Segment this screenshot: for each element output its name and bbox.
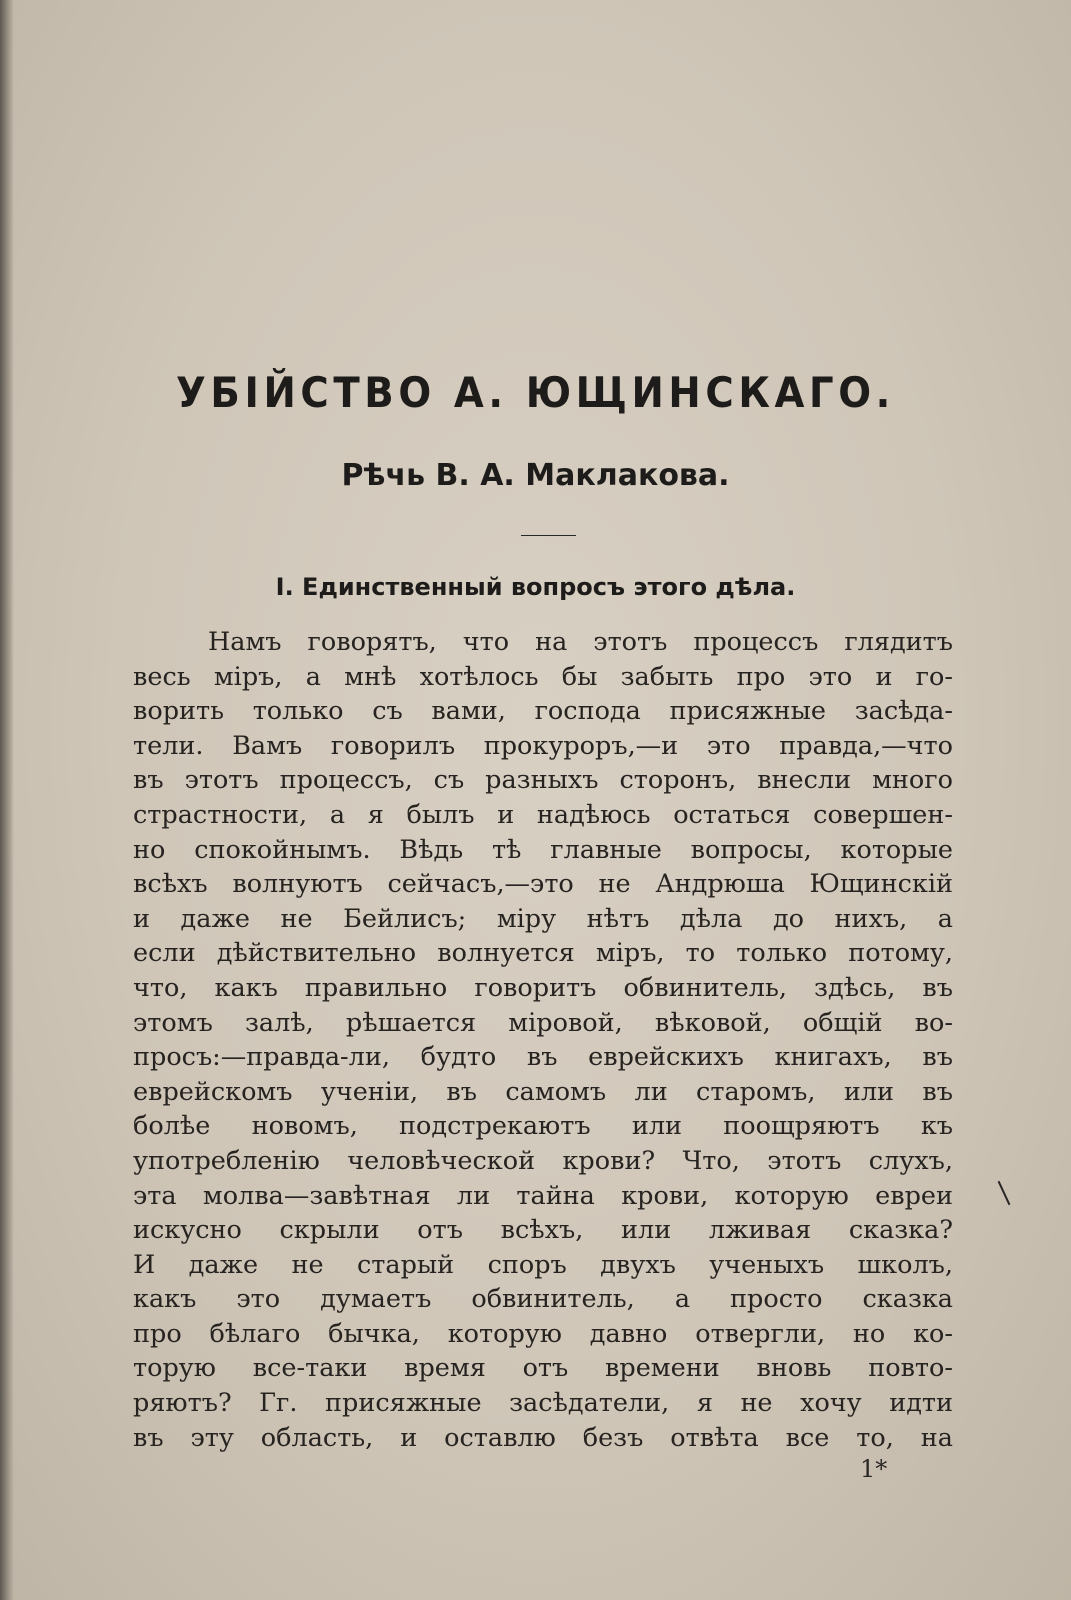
text-line: употребленію человѣческой крови? Что, этотъ слухъ,: [133, 1145, 953, 1176]
text-line: какъ это думаетъ обвинитель, а просто сказка: [133, 1284, 953, 1315]
text-line: въ эту область, и оставлю безъ отвѣта все то, на: [133, 1422, 953, 1453]
text-line: если дѣйствительно волнуется міръ, то только потому,: [133, 938, 953, 969]
text-line: въ этотъ процессъ, съ разныхъ сторонъ, внесли много: [133, 765, 953, 796]
text-line: Намъ говорятъ, что на этотъ процессъ глядитъ: [208, 627, 953, 657]
text-line: искусно скрыли отъ всѣхъ, или лживая сказка?: [133, 1215, 953, 1246]
text-line: болѣе новомъ, подстрекаютъ или поощряютъ къ: [133, 1111, 953, 1142]
text-line: про бѣлаго бычка, которую давно отвергли, но ко-: [133, 1318, 953, 1349]
text-line: торую все-таки время отъ времени вновь повто-: [133, 1353, 953, 1384]
title-divider: [521, 535, 576, 536]
page-binding-edge: [0, 0, 14, 1600]
speech-subtitle: Рѣчь В. А. Маклакова.: [341, 458, 730, 493]
page-number: 1*: [860, 1455, 888, 1483]
text-line: еврейскомъ ученіи, въ самомъ ли старомъ, или въ: [133, 1076, 953, 1107]
text-line: ряютъ? Гг. присяжные засѣдатели, я не хочу идти: [133, 1388, 953, 1419]
text-line: ворить только съ вами, господа присяжные засѣда-: [133, 696, 953, 727]
text-line: просъ:—правда-ли, будто въ еврейскихъ книгахъ, въ: [133, 1042, 953, 1073]
text-line: что, какъ правильно говоритъ обвинитель, здѣсь, въ: [133, 972, 953, 1003]
text-line: и даже не Бейлисъ; міру нѣтъ дѣла до нихъ, а: [133, 903, 953, 934]
text-line: весь міръ, а мнѣ хотѣлось бы забыть про это и го-: [133, 661, 953, 692]
text-line: тели. Вамъ говорилъ прокуроръ,—и это правда,—что: [133, 730, 953, 761]
text-line: всѣхъ волнуютъ сейчасъ,—это не Андрюша Ющинскій: [133, 869, 953, 900]
text-line: эта молва—завѣтная ли тайна крови, которую евреи: [133, 1180, 953, 1211]
text-line: этомъ залѣ, рѣшается міровой, вѣковой, общій во-: [133, 1007, 953, 1038]
text-line: но спокойнымъ. Вѣдь тѣ главные вопросы, которые: [133, 834, 953, 865]
margin-pencil-mark: [998, 1181, 1011, 1205]
body-text: [133, 625, 953, 1455]
main-title: УБІЙСТВО А. ЮЩИНСКАГО.: [176, 368, 895, 417]
section-heading: I. Единственный вопросъ этого дѣла.: [275, 573, 796, 601]
text-line: И даже не старый споръ двухъ ученыхъ школъ,: [133, 1249, 953, 1280]
text-line: страстности, а я былъ и надѣюсь остаться совершен-: [133, 799, 953, 830]
